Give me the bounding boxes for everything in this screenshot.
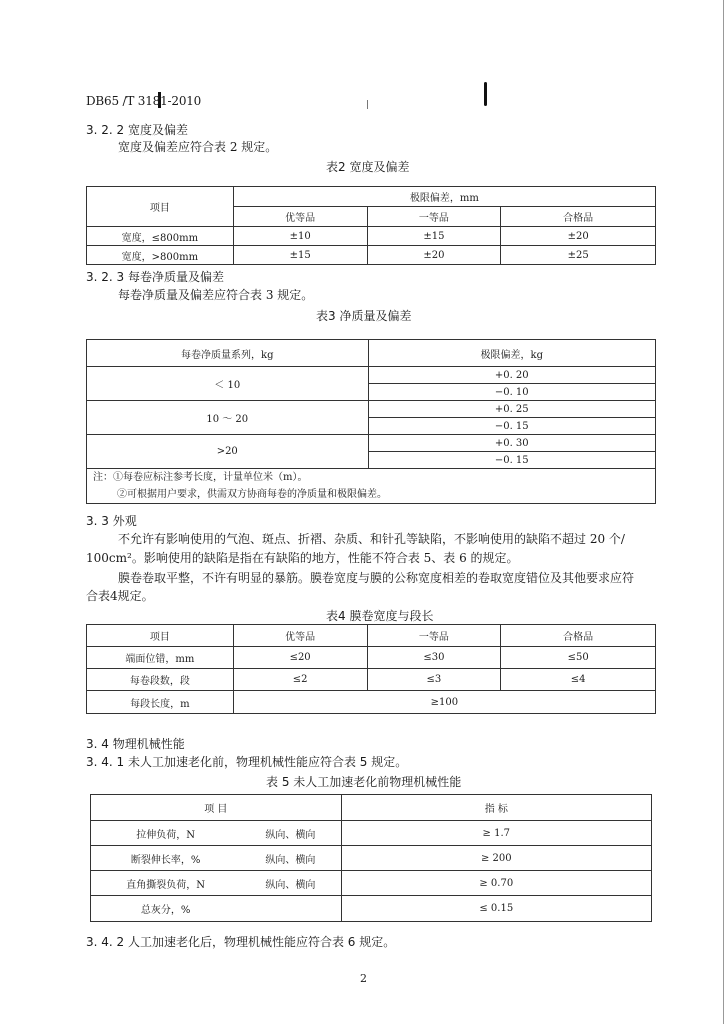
table-cell: [240, 896, 341, 922]
table-cell: 端面位错，mm: [87, 647, 234, 669]
table-cell: 纵向、横向: [240, 846, 341, 871]
table-cell: +0. 25: [368, 401, 656, 418]
table-row: [87, 669, 656, 691]
table-cell: 纵向、横向: [240, 871, 341, 896]
paragraph: 100cm²。影响使用的缺陷是指在有缺陷的地方，性能不符合表 5、表 6 的规定。: [86, 551, 519, 565]
table-cell: ≤20: [233, 647, 367, 669]
table-cell: ±15: [233, 246, 367, 265]
table-row: [91, 846, 652, 871]
paragraph: 膜卷卷取平整，不许有明显的暴筋。膜卷宽度与膜的公称宽度相差的卷取宽度错位及其他要求应符: [118, 571, 635, 585]
table-header: 项目: [87, 625, 234, 647]
table-cell: +0. 30: [368, 435, 656, 452]
section-heading: 3. 2. 2 宽度及偏差: [86, 123, 188, 137]
scan-mark: [367, 100, 368, 109]
table-row: [87, 435, 656, 452]
table-cell: ≤4: [501, 669, 656, 691]
table-cell: ≤ 0.15: [341, 896, 651, 922]
table-header: 极限偏差，mm: [233, 187, 655, 207]
table-header: 指 标: [341, 795, 651, 821]
paragraph: 不允许有影响使用的气泡、斑点、折褶、杂质、和针孔等缺陷，不影响使用的缺陷不超过 20 个/: [118, 532, 625, 546]
table-cell: ≥ 1.7: [341, 821, 651, 846]
table-cell: −0. 15: [368, 418, 656, 435]
table-cell: 拉伸负荷，N: [91, 821, 241, 846]
table-cell: ＜ 10: [87, 367, 369, 401]
table-row: [91, 871, 652, 896]
table-row: [91, 821, 652, 846]
table-header: 优等品: [233, 207, 367, 227]
table-header: 项目: [87, 187, 234, 227]
table-cell: ≥100: [233, 691, 655, 714]
table-cell: ±10: [233, 227, 367, 246]
document-number: DB65 /T 3181-2010: [86, 94, 202, 108]
section-heading: 3. 4 物理机械性能: [86, 737, 185, 751]
table-cell: 直角撕裂负荷，N: [91, 871, 241, 896]
table-header: 极限偏差，kg: [368, 340, 656, 367]
subsection-text: 3. 4. 2 人工加速老化后，物理机械性能应符合表 6 规定。: [86, 935, 396, 949]
page-number: 2: [360, 972, 367, 985]
table-cell: ≤50: [501, 647, 656, 669]
table-cell: ±15: [367, 227, 501, 246]
table-cell: ≥ 200: [341, 846, 651, 871]
table-cell: 纵向、横向: [240, 821, 341, 846]
paragraph: 宽度及偏差应符合表 2 规定。: [118, 140, 278, 154]
table-cell: ±20: [501, 227, 656, 246]
table-note: ②可根据用户要求，供需双方协商每卷的净质量和极限偏差。: [117, 489, 387, 500]
table-cell: ±20: [367, 246, 501, 265]
table-header: 一等品: [367, 207, 501, 227]
table-cell: ≥ 0.70: [341, 871, 651, 896]
table-header: 每卷净质量系列，kg: [87, 340, 369, 367]
table-caption: 表2 宽度及偏差: [326, 160, 410, 174]
table-cell: >20: [87, 435, 369, 469]
net-mass-table: [86, 339, 656, 504]
table-note-row: [87, 469, 656, 504]
table-cell: 每段长度，m: [87, 691, 234, 714]
table-cell: −0. 10: [368, 384, 656, 401]
table-row: [87, 246, 656, 265]
table-cell: ≤30: [367, 647, 501, 669]
paragraph: 合表4规定。: [86, 589, 154, 603]
table-header: 一等品: [367, 625, 501, 647]
scan-mark: [484, 82, 487, 106]
table-cell: 每卷段数，段: [87, 669, 234, 691]
table-header: 项 目: [91, 795, 342, 821]
section-heading: 3. 2. 3 每卷净质量及偏差: [86, 270, 224, 284]
table-header: 优等品: [233, 625, 367, 647]
table-cell: ±25: [501, 246, 656, 265]
roll-width-table: [86, 624, 656, 714]
width-deviation-table: [86, 186, 656, 265]
table-caption: 表 5 未人工加速老化前物理机械性能: [266, 775, 462, 789]
table-caption: 表4 膜卷宽度与段长: [326, 609, 434, 623]
table-cell: 断裂伸长率，%: [91, 846, 241, 871]
table-cell: ≤2: [233, 669, 367, 691]
table-note: 注：①每卷应标注参考长度，计量单位米（m）。: [93, 472, 308, 483]
table-caption: 表3 净质量及偏差: [316, 309, 412, 323]
table-cell: 总灰分，%: [91, 896, 241, 922]
table-cell: 宽度，>800mm: [87, 246, 234, 265]
table-row: [87, 691, 656, 714]
table-row: [87, 227, 656, 246]
mechanical-properties-table: [90, 794, 652, 922]
subsection-text: 3. 4. 1 未人工加速老化前，物理机械性能应符合表 5 规定。: [86, 755, 408, 769]
table-cell: 宽度，≤800mm: [87, 227, 234, 246]
paragraph: 每卷净质量及偏差应符合表 3 规定。: [118, 288, 314, 302]
table-header: 合格品: [501, 207, 656, 227]
table-cell: 10 ～ 20: [87, 401, 369, 435]
table-row: [91, 896, 652, 922]
table-row: [87, 367, 656, 384]
table-cell: ≤3: [367, 669, 501, 691]
table-row: [87, 401, 656, 418]
table-cell: +0. 20: [368, 367, 656, 384]
table-header: 合格品: [501, 625, 656, 647]
table-cell: −0. 15: [368, 452, 656, 469]
section-heading: 3. 3 外观: [86, 514, 137, 528]
table-row: [87, 647, 656, 669]
